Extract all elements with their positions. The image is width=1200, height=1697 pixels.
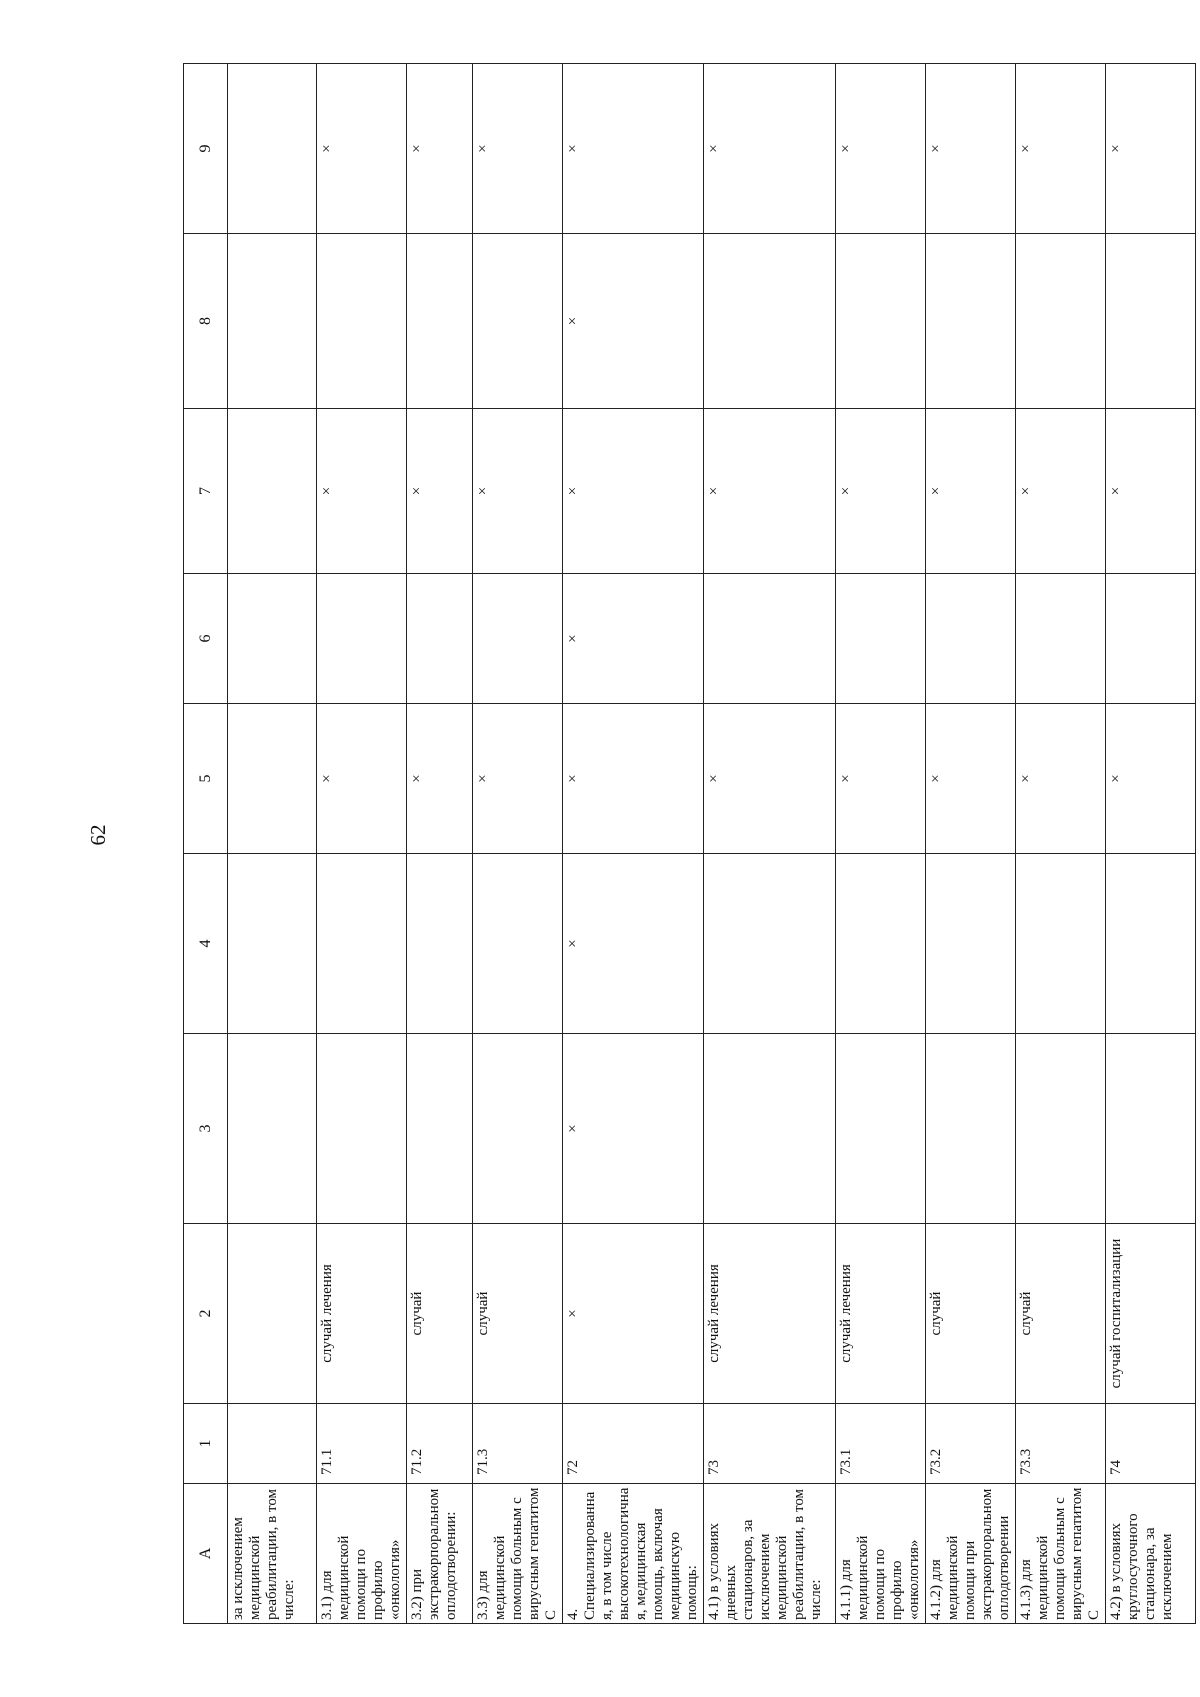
table-cell: × [407,704,473,854]
header-cell: 8 [184,234,228,409]
table-row [317,64,407,1624]
table-cell [1106,1034,1196,1224]
table-cell: × [836,704,926,854]
table-cell: × [407,64,473,234]
table-cell [228,574,317,704]
unit-cell: случай [1016,1224,1106,1404]
table-row [228,64,317,1624]
table-cell [1016,574,1106,704]
header-cell: 7 [184,409,228,574]
header-cell: 4 [184,854,228,1034]
table-cell [473,1034,563,1224]
row-name-cell: 4. Специализированная, в том числе высокотехнологичная, медицинская помощь, включая медицинскую помощь: [563,1484,704,1624]
unit-cell: случай госпитализации [1106,1224,1196,1404]
table-cell: × [563,234,704,409]
table-cell [407,234,473,409]
row-name-cell: 4.1.3) для медицинской помощи больным с вирусным гепатитом С [1016,1484,1106,1624]
table-cell [473,854,563,1034]
table-cell: × [1016,64,1106,234]
table-cell: × [704,64,836,234]
row-name-cell: 3.1) для медицинской помощи по профилю «онкология» [317,1484,407,1624]
table-cell [228,409,317,574]
table-cell: × [473,64,563,234]
table-cell: × [1106,704,1196,854]
table-row [1016,64,1106,1624]
unit-cell: случай [407,1224,473,1404]
table-cell [473,234,563,409]
table-cell [317,234,407,409]
table-row [473,64,563,1624]
table-cell: × [407,409,473,574]
row-code-cell: 71.2 [407,1404,473,1484]
table-cell [228,234,317,409]
table-cell [1016,854,1106,1034]
table-cell [704,1034,836,1224]
table-cell [1016,234,1106,409]
table-row [836,64,926,1624]
table-cell [1106,854,1196,1034]
table-cell [407,1034,473,1224]
row-name-cell: 3.3) для медицинской помощи больным с вирусным гепатитом С [473,1484,563,1624]
header-cell: 2 [184,1224,228,1404]
row-code-cell: 73.2 [926,1404,1016,1484]
table-cell: × [563,574,704,704]
table-cell: × [563,704,704,854]
unit-cell: случай [473,1224,563,1404]
table-cell [228,704,317,854]
row-name-cell: 4.2) в условиях круглосуточного стационара, за исключением [1106,1484,1196,1624]
table-cell [704,574,836,704]
header-cell: 6 [184,574,228,704]
table-cell: × [563,409,704,574]
row-code-cell: 71.1 [317,1404,407,1484]
table-cell: × [1106,64,1196,234]
table-cell [836,854,926,1034]
table-row [704,64,836,1624]
table-row [563,64,704,1624]
table-cell: × [836,64,926,234]
unit-cell: случай лечения [317,1224,407,1404]
table-cell: × [563,1034,704,1224]
unit-cell: × [563,1224,704,1404]
header-row [184,64,228,1624]
table-cell: × [317,409,407,574]
table-cell: × [1016,409,1106,574]
table-cell [407,854,473,1034]
table-cell [228,1034,317,1224]
table-cell [926,854,1016,1034]
table-cell: × [563,64,704,234]
table-cell: × [473,409,563,574]
header-cell: 1 [184,1404,228,1484]
table-cell: × [704,704,836,854]
table-cell [407,574,473,704]
table-cell [1016,1034,1106,1224]
table-cell [926,574,1016,704]
table-cell [228,854,317,1034]
table-cell [317,574,407,704]
row-name-cell: 4.1) в условиях дневных стационаров, за исключением медицинской реабилитации, в том числе: [704,1484,836,1624]
row-name-cell: за исключением медицинской реабилитации, в том числе: [228,1484,317,1624]
unit-cell [228,1224,317,1404]
row-code-cell: 74 [1106,1404,1196,1484]
table-cell: × [1016,704,1106,854]
table-cell: × [704,409,836,574]
row-name-cell: 4.1.2) для медицинской помощи при экстракорпоральном оплодотворении [926,1484,1016,1624]
table-cell [704,234,836,409]
rotated-table-container [183,64,1175,1624]
header-cell: 5 [184,704,228,854]
table-cell: × [836,409,926,574]
table-cell [1106,574,1196,704]
header-cell: А [184,1484,228,1624]
table-cell: × [473,704,563,854]
row-code-cell: 71.3 [473,1404,563,1484]
table-cell: × [1106,409,1196,574]
table-cell [836,1034,926,1224]
table-row [1106,64,1196,1624]
table-cell [473,574,563,704]
table-cell: × [317,704,407,854]
table-cell [1106,234,1196,409]
table-cell [704,854,836,1034]
unit-cell: случай [926,1224,1016,1404]
data-table [183,63,1196,1624]
row-code-cell [228,1404,317,1484]
row-name-cell: 3.2) при экстракорпоральном оплодотворении: [407,1484,473,1624]
header-cell: 9 [184,64,228,234]
row-code-cell: 73 [704,1404,836,1484]
table-cell: × [926,409,1016,574]
table-cell [317,1034,407,1224]
row-name-cell: 4.1.1) для медицинской помощи по профилю «онкология» [836,1484,926,1624]
row-code-cell: 73.1 [836,1404,926,1484]
table-cell: × [926,704,1016,854]
table-cell [926,234,1016,409]
table-cell: × [563,854,704,1034]
page-number: 62 [86,824,110,846]
header-cell: 3 [184,1034,228,1224]
row-code-cell: 72 [563,1404,704,1484]
table-cell: × [317,64,407,234]
table-cell: × [926,64,1016,234]
table-cell [228,64,317,234]
table-row [407,64,473,1624]
table-cell [836,234,926,409]
table-row [926,64,1016,1624]
unit-cell: случай лечения [836,1224,926,1404]
table-cell [926,1034,1016,1224]
unit-cell: случай лечения [704,1224,836,1404]
row-code-cell: 73.3 [1016,1404,1106,1484]
table-cell [836,574,926,704]
table-cell [317,854,407,1034]
